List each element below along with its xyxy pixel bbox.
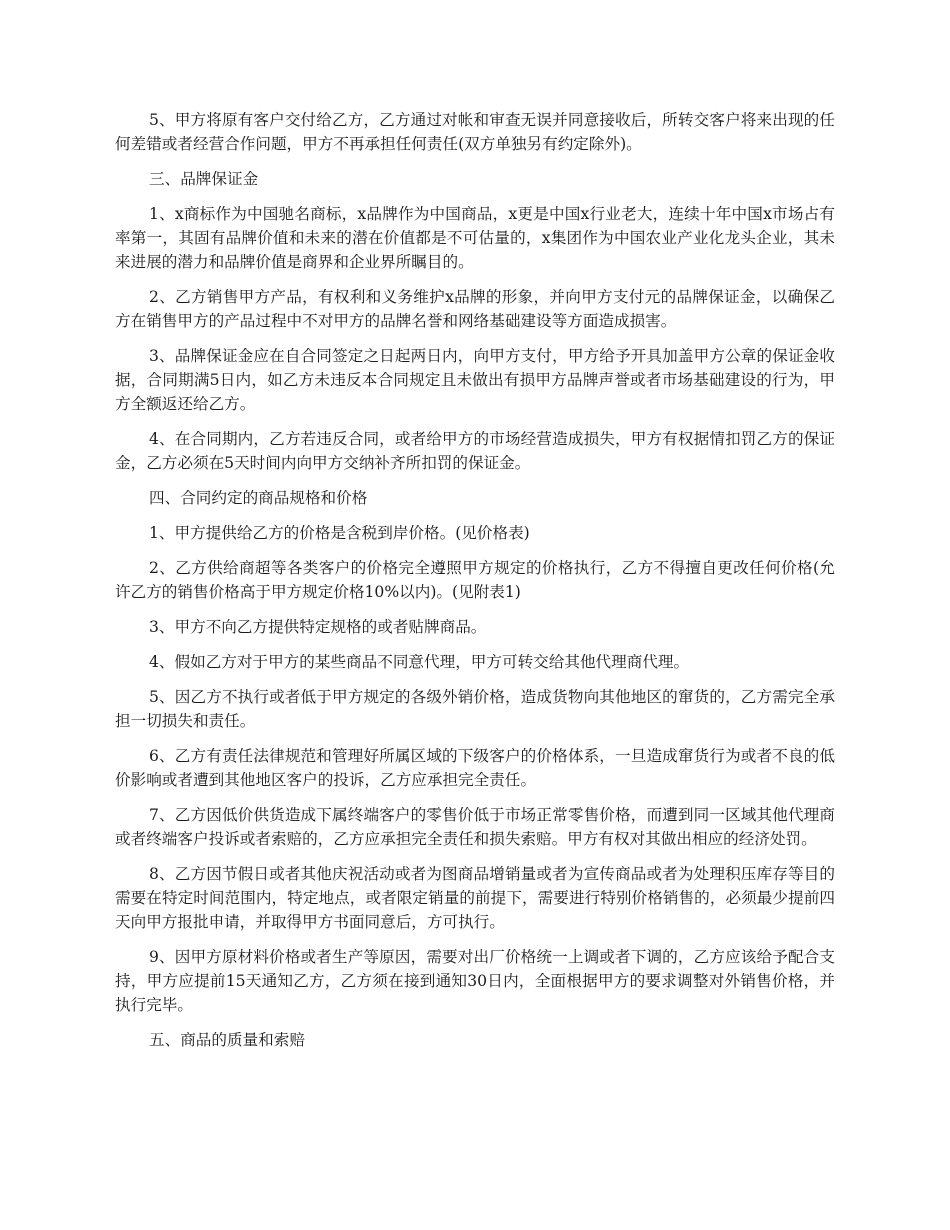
- clause-5-customer-transfer: 5、甲方将原有客户交付给乙方，乙方通过对帐和审查无误并同意接收后，所转交客户将来出现的任何差错或者经营合作问题，甲方不再承担任何责任(双方单独另有约定除外)。: [115, 111, 835, 153]
- clause-6-price-system-management: 6、乙方有责任法律规范和管理好所属区域的下级客户的价格体系，一旦造成窜货行为或者不良的低价影响或者遭到其他地区客户的投诉，乙方应承担完全责任。: [115, 747, 835, 789]
- section-heading-quality-and-claims: 五、商品的质量和索赔: [149, 1031, 305, 1049]
- document-body: [115, 108, 835, 1063]
- clause-8-special-price-approval: 8、乙方因节假日或者其他庆祝活动或者为图商品增销量或者为宣传商品或者为处理积压库存等目的需要在特定时间范围内，特定地点，或者限定销量的前提下，需要进行特别价格销售的，必须最少提前四天向甲方报批申请，并取得甲方书面同意后，方可执行。: [115, 865, 835, 931]
- clause-7-low-price-penalty: 7、乙方因低价供货造成下属终端客户的零售价低于市场正常零售价格，而遭到同一区域其他代理商或者终端客户投诉或者索赔的，乙方应承担完全责任和损失索赔。甲方有权对其做出相应的经济处罚。: [115, 806, 835, 848]
- clause-2-brand-deposit-payment: 2、乙方销售甲方产品，有权利和义务维护x品牌的形象，并向甲方支付元的品牌保证金，以确保乙方在销售甲方的产品过程中不对甲方的品牌名誉和网络基础建设等方面造成损害。: [115, 288, 835, 330]
- clause-1-price-basis: 1、甲方提供给乙方的价格是含税到岸价格。(见价格表): [149, 524, 530, 542]
- clause-3-deposit-refund: 3、品牌保证金应在自合同签定之日起两日内，向甲方支付，甲方给予开具加盖甲方公章的保证金收据，合同期满5日内，如乙方未违反本合同规定且未做出有损甲方品牌声誉或者市场基础建设的行为，甲方全额返还给乙方。: [115, 347, 835, 413]
- clause-3-no-custom-specs: 3、甲方不向乙方提供特定规格的或者贴牌商品。: [149, 618, 487, 636]
- clause-9-price-adjustment: 9、因甲方原材料价格或者生产等原因，需要对出厂价格统一上调或者下调的，乙方应该给予配合支持，甲方应提前15天通知乙方，乙方须在接到通知30日内，全面根据甲方的要求调整对外销售价格，并执行完毕。: [115, 948, 835, 1014]
- section-heading-brand-deposit: 三、品牌保证金: [149, 170, 259, 188]
- clause-4-transfer-agency: 4、假如乙方对于甲方的某些商品不同意代理，甲方可转交给其他代理商代理。: [149, 653, 690, 671]
- clause-5-cross-region-sales: 5、因乙方不执行或者低于甲方规定的各级外销价格，造成货物向其他地区的窜货的，乙方需完全承担一切损失和责任。: [115, 688, 835, 730]
- section-heading-specs-and-price: 四、合同约定的商品规格和价格: [149, 489, 368, 507]
- clause-4-deposit-penalty: 4、在合同期内，乙方若违反合同，或者给甲方的市场经营造成损失，甲方有权据情扣罚乙方的保证金，乙方必须在5天时间内向甲方交纳补齐所扣罚的保证金。: [115, 430, 835, 472]
- clause-2-price-compliance: 2、乙方供给商超等各类客户的价格完全遵照甲方规定的价格执行，乙方不得擅自更改任何价格(允许乙方的销售价格高于甲方规定价格10%以内)。(见附表1): [115, 559, 835, 601]
- clause-1-brand-value: 1、x商标作为中国驰名商标，x品牌作为中国商品，x更是中国x行业老大，连续十年中国x市场占有率第一，其固有品牌价值和未来的潜在价值都是不可估量的，x集团作为中国农业产业化龙头企业，其未来进展的潜力和品牌价值是商界和企业界所瞩目的。: [115, 205, 835, 271]
